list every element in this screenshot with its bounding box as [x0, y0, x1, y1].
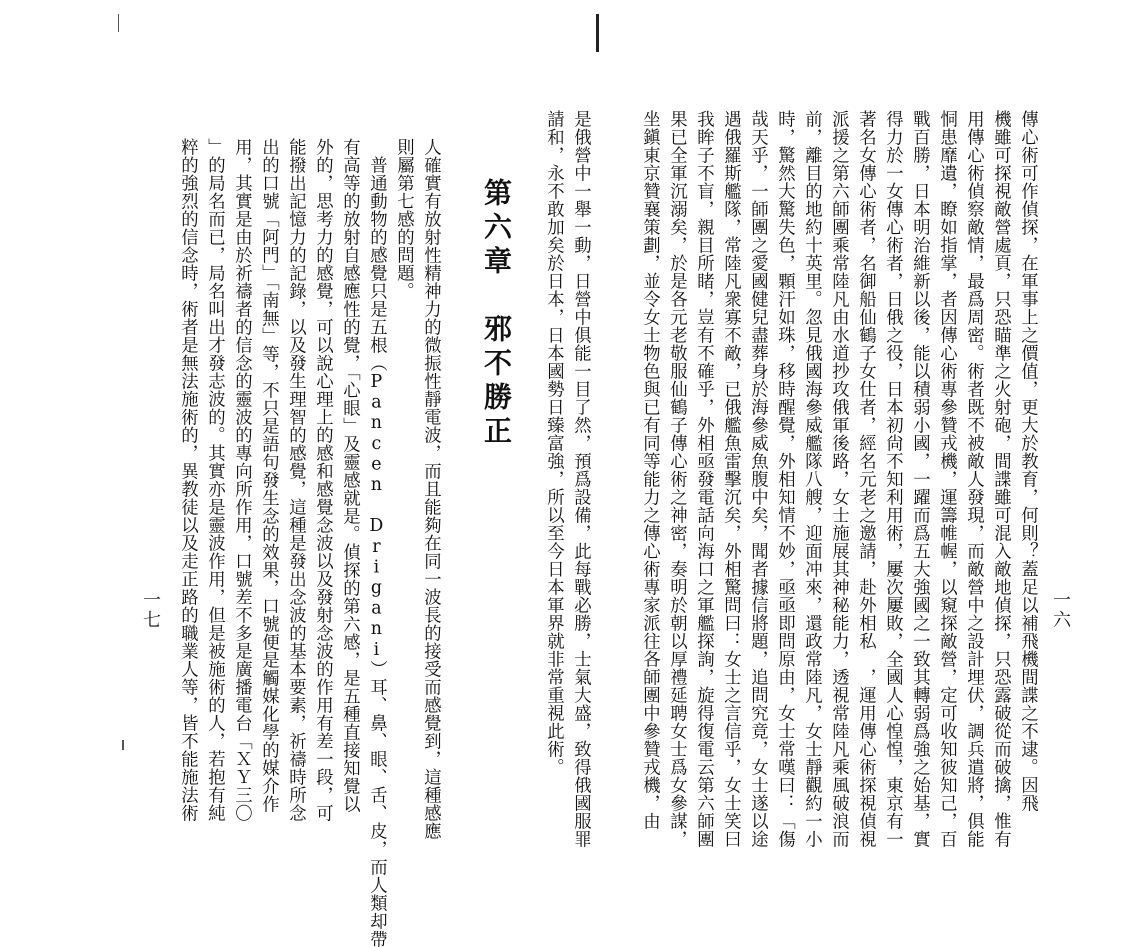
text-column: 則屬第七感的問題。: [393, 138, 414, 300]
text-column: 果已全軍沉溺矣，於是各元老敬服仙鶴子傳心術之神密，奏明於朝以厚禮延聘女士爲女參謀，: [666, 110, 687, 848]
text-column: 恫患靡遺，瞭如指掌，者因傳心術專參贊戎機，運籌帷幄，以窺探敵營，定可收知彼知己，百: [936, 110, 957, 848]
text-column: 」的局名而已，局名叫出才發志波的。其實亦是靈波作用，但是被施術的人，若抱有純: [204, 138, 225, 822]
text-column: 傳心術可作偵探，在軍事上之價值，更大於教育，何則？蓋足以補飛機間諜之不逮。因飛: [1017, 110, 1038, 812]
text-column: 機雖可探視敵營處頁，只恐瞄準之火射砲，間諜雖可混入敵地偵探，只恐露破從而破擒，惟有: [990, 110, 1011, 848]
text-column: 能撥出記憶力的記錄，以及發生理智的感覺，這種是發出念波的基本要素，祈禱時所念: [285, 138, 306, 822]
text-column: 時，驚然大驚失色，顆汗如珠，移時醒覺，外相知情不妙，亟亟即問原由，女士常嘆曰：「傷: [774, 110, 795, 848]
text-column: 普通動物的感覺只是五根（Pancen Drigani）耳、鼻、眼、舌、皮，而人類却帶: [366, 156, 387, 948]
page-number: 一七: [140, 590, 161, 630]
text-column: 我眸子不盲，親目所睹，豈有不確乎，外相亟發電話向海口之軍艦探詢，旋得復電云第六師團: [693, 110, 714, 848]
text-column: 著名女傳心術者，名御船仙鶴子女仕者，經名元老之邀請，赴外相私 ，運用傳心術探視偵視: [855, 110, 876, 848]
right-page: [543, 0, 1121, 848]
text-column: 粹的強烈的信念時，術者是無法施術的，異教徒以及走正路的職業人等，皆不能施法術: [177, 138, 198, 822]
text-column: 戰百勝，日本明治維新以後，能以積弱小國，一躍而爲五大強國之一致其轉弱爲強之始基，實: [909, 110, 930, 848]
text-column: 用傳心術偵察敵情，最爲周密。術者既不被敵人發現，而敵營中之設計埋伏，調兵遣將，俱能: [963, 110, 984, 848]
text-column: 有高等的放射自感應性的覺，「心眼」及靈感就是。偵探的第六感，是五種直接知覺以: [339, 138, 360, 814]
text-column: 派援之第六師團乘常陸凡由水道抄攻俄軍後路，女士施展其神秘能力，透視常陸凡乘風破浪而: [828, 110, 849, 848]
text-column: 是俄營中一舉一動，日營中俱能一目了然，預爲設備，此每戰必勝，士氣大盛，致得俄國服罪: [570, 110, 591, 848]
text-column: 前，離目的地約十英里。忽見俄國海參威艦隊八艘，迎面冲來，還政常陸凡，女士靜觀約一小: [801, 110, 822, 848]
text-column: 用，其實是由於祈禱者的信念的靈波的專向所作用，口號差不多是廣播電台「ＸＹ三〇: [231, 138, 252, 822]
text-column: 坐鎭東京贊襄策劃，並令女士物色與已有同等能力之傳心術專家派往各師團中參贊戎機，由: [639, 110, 660, 830]
text-column: 請和，永不敢加矣於日本，日本國勢日臻富強，所以至今日本軍界就非常重視此術。: [543, 110, 564, 776]
text-column: 外的，思考力的感覺，可以說心理上的感和感覺念波以及發射念波的作用有差一段，可: [312, 138, 333, 822]
text-column: 遇俄羅斯艦隊，常陸凡衆寡不敵，已俄艦魚雷擊沉矣，外相驚問曰：女士之言信乎，女士笑曰: [720, 110, 741, 848]
text-column: 得力於一女傳心術者，日俄之役，日本初尙不知利用術，屢次屢敗，全國人心惶惶，東京有一: [882, 110, 903, 848]
text-column: 出的口號「阿門」「南無」等，不只是語句發生念的效果，口號便是觸媒化學的媒介作: [258, 138, 279, 814]
page-number: 一六: [1050, 590, 1071, 630]
chapter-title: 第六章 邪不勝正: [480, 178, 513, 450]
text-column: 人確實有放射性精神力的微振性靜電波，而且能夠在同一波長的接受而感覺到，這種感應: [420, 138, 441, 840]
text-column: 哉天乎，一師團之愛國健兒盡葬身於海參威魚腹中矣，聞者據信將題，追問究竟，女士遂以途: [747, 110, 768, 848]
